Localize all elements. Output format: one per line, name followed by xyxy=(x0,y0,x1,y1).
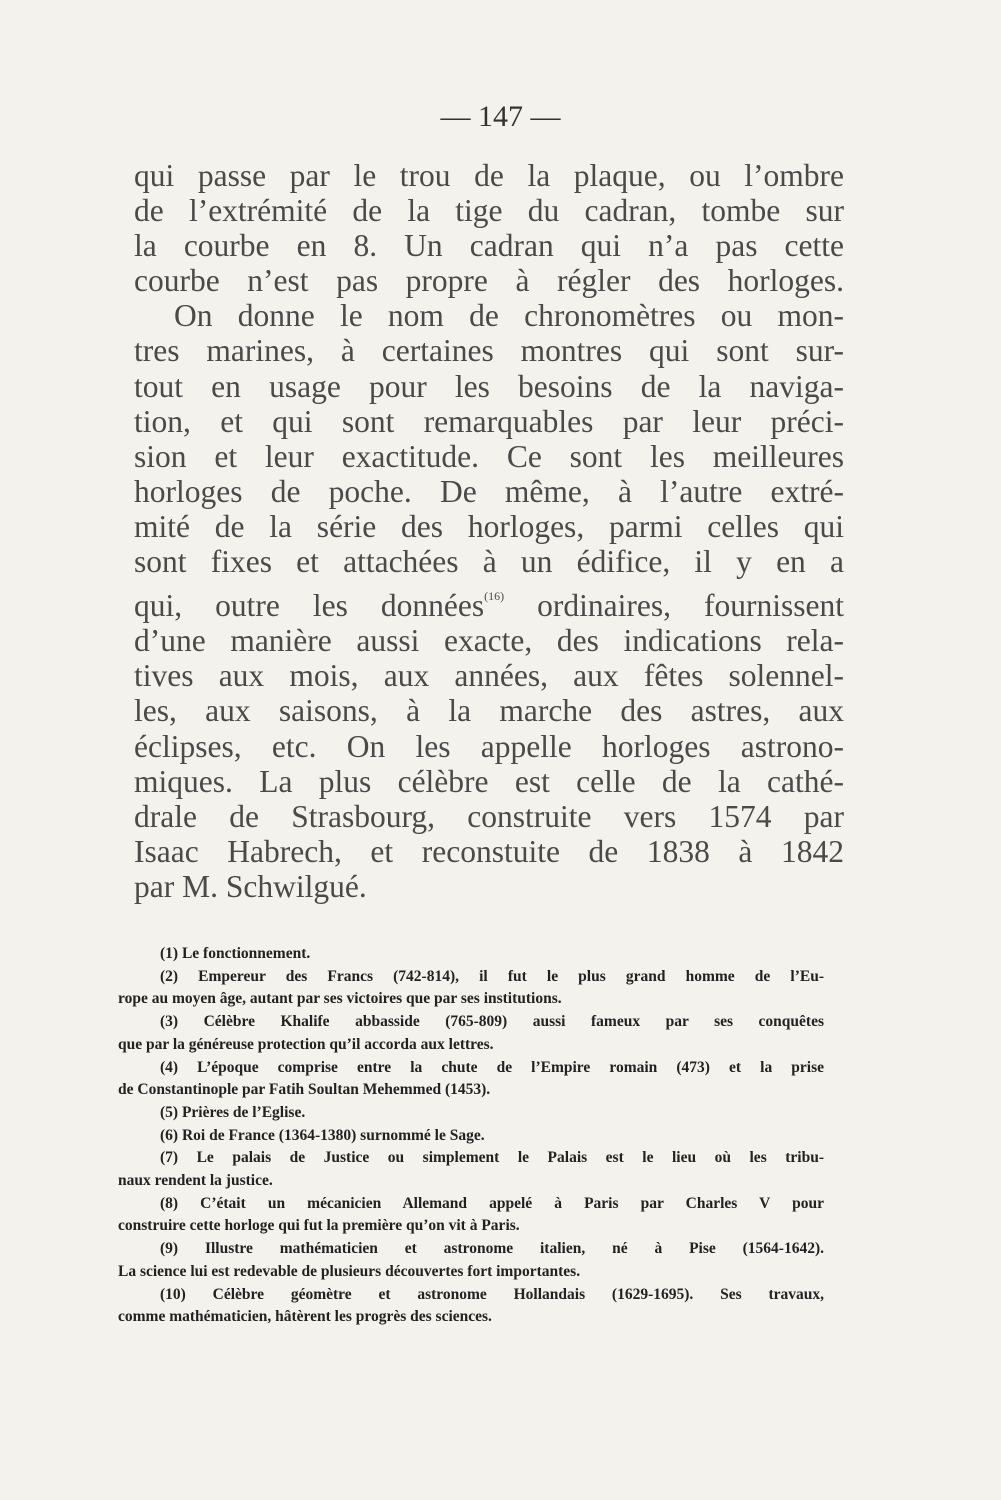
footnote-line: (9) Illustre mathématicien et astronome italien, né à Pise (1564-1642). xyxy=(160,1240,824,1258)
text-line: miques. La plus célèbre est celle de la cathé- xyxy=(134,763,844,799)
text-line: tives aux mois, aux années, aux fêtes solennel- xyxy=(134,658,844,694)
text-line: tout en usage pour les besoins de la naviga- xyxy=(134,368,844,404)
footnote-line: La science lui est redevable de plusieurs découvertes fort importantes. xyxy=(118,1262,581,1280)
text-line: d’une manière aussi exacte, des indications rela- xyxy=(134,623,844,659)
main-text xyxy=(134,158,844,904)
text-line: tres marines, à certaines montres qui sont sur- xyxy=(134,333,844,369)
text-line: éclipses, etc. On les appelle horloges astrono- xyxy=(134,728,844,764)
text-line: mité de la série des horloges, parmi celles qui xyxy=(134,508,844,544)
footnote-line: (6) Roi de France (1364-1380) surnommé le Sage. xyxy=(160,1126,485,1144)
footnote-line: (1) Le fonctionnement. xyxy=(160,945,311,962)
footnote-line: (7) Le palais de Justice ou simplement le Palais est le lieu où les tribu- xyxy=(160,1149,824,1167)
footnote-line: naux rendent la justice. xyxy=(118,1172,273,1190)
text-segment: qui, outre les données xyxy=(134,588,485,624)
text-line: On donne le nom de chronomètres ou mon- xyxy=(174,298,844,334)
text-line: drale de Strasbourg, construite vers 1574 par xyxy=(134,798,844,834)
text-line-with-note xyxy=(134,579,844,623)
footnotes xyxy=(118,943,824,1329)
text-line: courbe n’est pas propre à régler des horloges. xyxy=(134,263,844,299)
footnote-line: de Constantinople par Fatih Soultan Mehemmed (1453). xyxy=(118,1081,491,1099)
text-line: sion et leur exactitude. Ce sont les meilleures xyxy=(134,438,844,474)
text-segment: ordinaires, fournissent xyxy=(537,588,845,624)
text-line: tion, et qui sont remarquables par leur préci- xyxy=(134,403,844,439)
footnote-line: que par la généreuse protection qu’il accorda aux lettres. xyxy=(118,1035,494,1053)
text-line: la courbe en 8. Un cadran qui n’a pas cette xyxy=(134,228,844,264)
text-line: sont fixes et attachées à un édifice, il y en a xyxy=(134,544,844,580)
note-reference: (16) xyxy=(484,589,505,604)
footnote-line: (8) C’était un mécanicien Allemand appelé à Paris par Charles V pour xyxy=(160,1194,824,1212)
text-line: Isaac Habrech, et reconstuite de 1838 à 1842 xyxy=(134,833,844,869)
text-line: de l’extrémité de la tige du cadran, tombe sur xyxy=(134,193,844,229)
text-line: horloges de poche. De même, à l’autre extré- xyxy=(134,473,844,509)
footnote-line: rope au moyen âge, autant par ses victoires que par ses institutions. xyxy=(118,990,562,1008)
text-line: qui passe par le trou de la plaque, ou l’ombre xyxy=(134,158,844,193)
footnote-line: (2) Empereur des Francs (742-814), il fut le plus grand homme de l’Eu- xyxy=(160,967,824,985)
text-line: les, aux saisons, à la marche des astres, aux xyxy=(134,693,844,729)
footnote-line: (10) Célèbre géomètre et astronome Hollandais (1629-1695). Ses travaux, xyxy=(160,1285,824,1303)
footnote-line: comme mathématicien, hâtèrent les progrès des sciences. xyxy=(118,1308,492,1326)
footnote-line: (3) Célèbre Khalife abbasside (765-809) aussi fameux par ses conquêtes xyxy=(160,1013,824,1031)
footnote-line: (4) L’époque comprise entre la chute de l’Empire romain (473) et la prise xyxy=(160,1058,824,1076)
text-line: par M. Schwilgué. xyxy=(134,868,367,904)
footnote-line: (5) Prières de l’Eglise. xyxy=(160,1103,306,1121)
footnote-line: construire cette horloge qui fut la première qu’on vit à Paris. xyxy=(118,1217,520,1235)
page-number: — 147 — xyxy=(440,100,561,133)
